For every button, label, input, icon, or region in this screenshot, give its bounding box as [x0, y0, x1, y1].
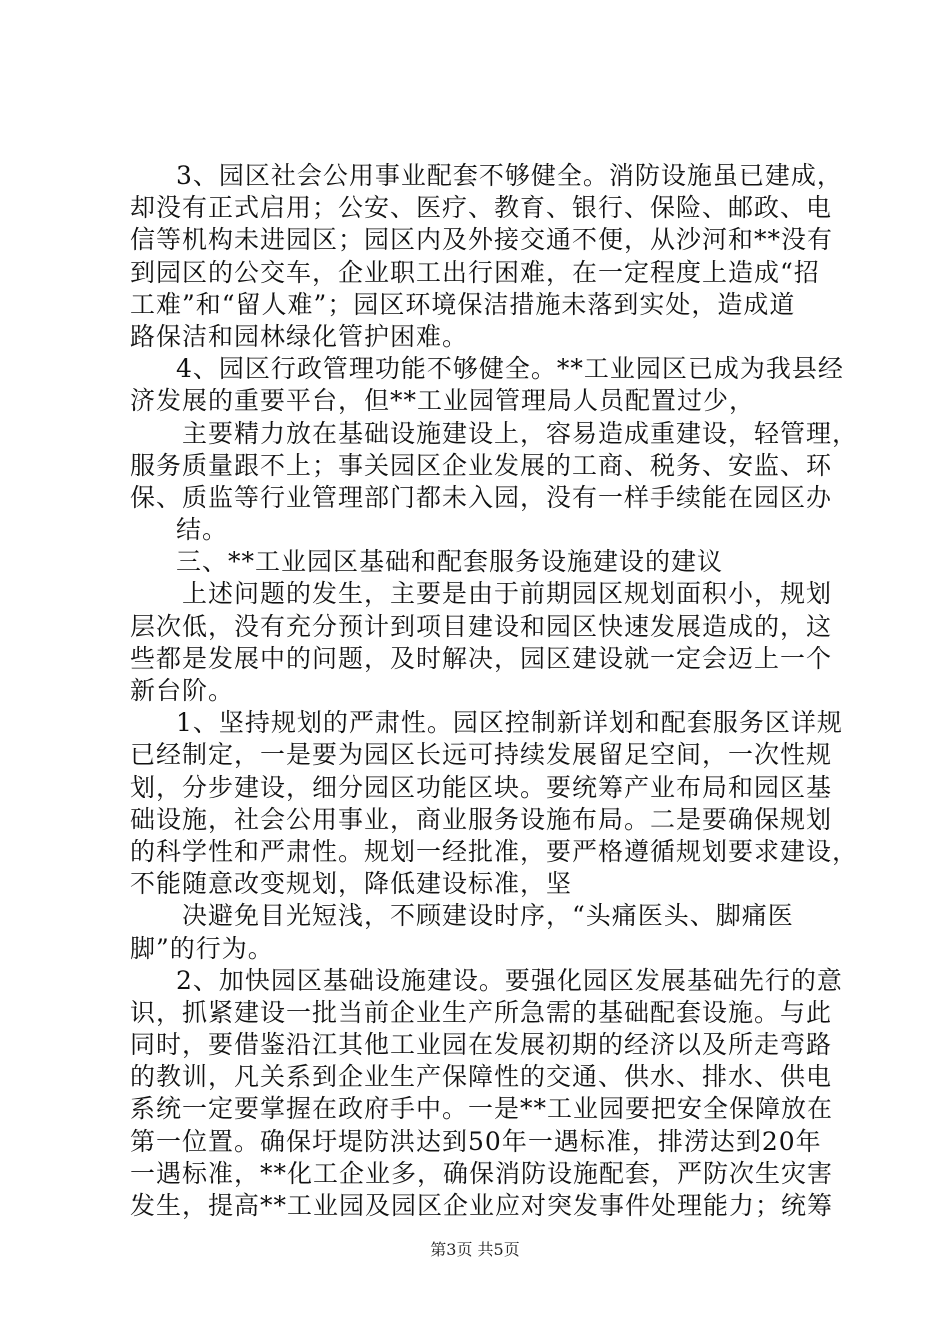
text-line: 主要精力放在基础设施建设上，容易造成重建设，轻管理， — [182, 419, 859, 448]
text-line: 工难”和“留人难”；园区环境保洁措施未落到实处，造成道 — [130, 290, 796, 319]
text-line: 一遇标准，**化工企业多，确保消防设施配套，严防次生灾害 — [130, 1159, 834, 1188]
text-line: 第一位置。确保圩堤防洪达到50年一遇标准，排涝达到20年 — [130, 1127, 822, 1156]
text-line: 不能随意改变规划，降低建设标准，坚 — [130, 869, 573, 898]
text-line: 却没有正式启用；公安、医疗、教育、银行、保险、邮政、电 — [130, 193, 833, 222]
text-line: 1、坚持规划的严肃性。园区控制新详划和配套服务区详规 — [176, 708, 843, 737]
text-line: 新台阶。 — [130, 676, 235, 705]
text-line: 路保洁和园林绿化管护困难。 — [130, 322, 469, 351]
text-line: 的科学性和严肃性。规划一经批准，要严格遵循规划要求建设， — [130, 837, 859, 866]
text-line: 4、园区行政管理功能不够健全。**工业园区已成为我县经 — [176, 354, 844, 383]
text-line: 济发展的重要平台，但**工业园管理局人员配置过少， — [130, 386, 756, 415]
text-line: 的教训，凡关系到企业生产保障性的交通、供水、排水、供电 — [130, 1062, 833, 1091]
text-line: 层次低，没有充分预计到项目建设和园区快速发展造成的，这 — [130, 612, 833, 641]
text-line: 些都是发展中的问题，及时解决，园区建设就一定会迈上一个 — [130, 644, 833, 673]
text-line: 信等机构未进园区；园区内及外接交通不便，从沙河和**没有 — [130, 225, 834, 254]
text-line: 2、加快园区基础设施建设。要强化园区发展基础先行的意 — [176, 966, 843, 995]
text-line: 础设施，社会公用事业，商业服务设施布局。二是要确保规划 — [130, 805, 833, 834]
text-line: 识，抓紧建设一批当前企业生产所急需的基础配套设施。与此 — [130, 998, 833, 1027]
text-line: 保、质监等行业管理部门都未入园，没有一样手续能在园区办 — [130, 483, 833, 512]
section-heading: 三、**工业园区基础和配套服务设施建设的建议 — [176, 547, 724, 576]
text-line: 到园区的公交车，企业职工出行困难，在一定程度上造成“招 — [130, 258, 820, 287]
text-line: 系统一定要掌握在政府手中。一是**工业园要把安全保障放在 — [130, 1094, 834, 1123]
text-line: 决避免目光短浅，不顾建设时序，“头痛医头、脚痛医 — [182, 901, 794, 930]
text-line: 上述问题的发生，主要是由于前期园区规划面积小，规划 — [182, 579, 833, 608]
text-line: 已经制定，一是要为园区长远可持续发展留足空间，一次性规 — [130, 740, 833, 769]
text-line: 脚”的行为。 — [130, 934, 274, 963]
text-line: 结。 — [176, 515, 229, 544]
text-line: 服务质量跟不上；事关园区企业发展的工商、税务、安监、环 — [130, 451, 833, 480]
text-line: 3、园区社会公用事业配套不够健全。消防设施虽已建成， — [176, 161, 843, 190]
text-line: 发生，提高**工业园及园区企业应对突发事件处理能力；统筹 — [130, 1191, 834, 1220]
text-line: 划，分步建设，细分园区功能区块。要统筹产业布局和园区基 — [130, 773, 833, 802]
text-line: 同时，要借鉴沿江其他工业园在发展初期的经济以及所走弯路 — [130, 1030, 833, 1059]
page-footer: 第3页 共5页 — [430, 1240, 520, 1259]
